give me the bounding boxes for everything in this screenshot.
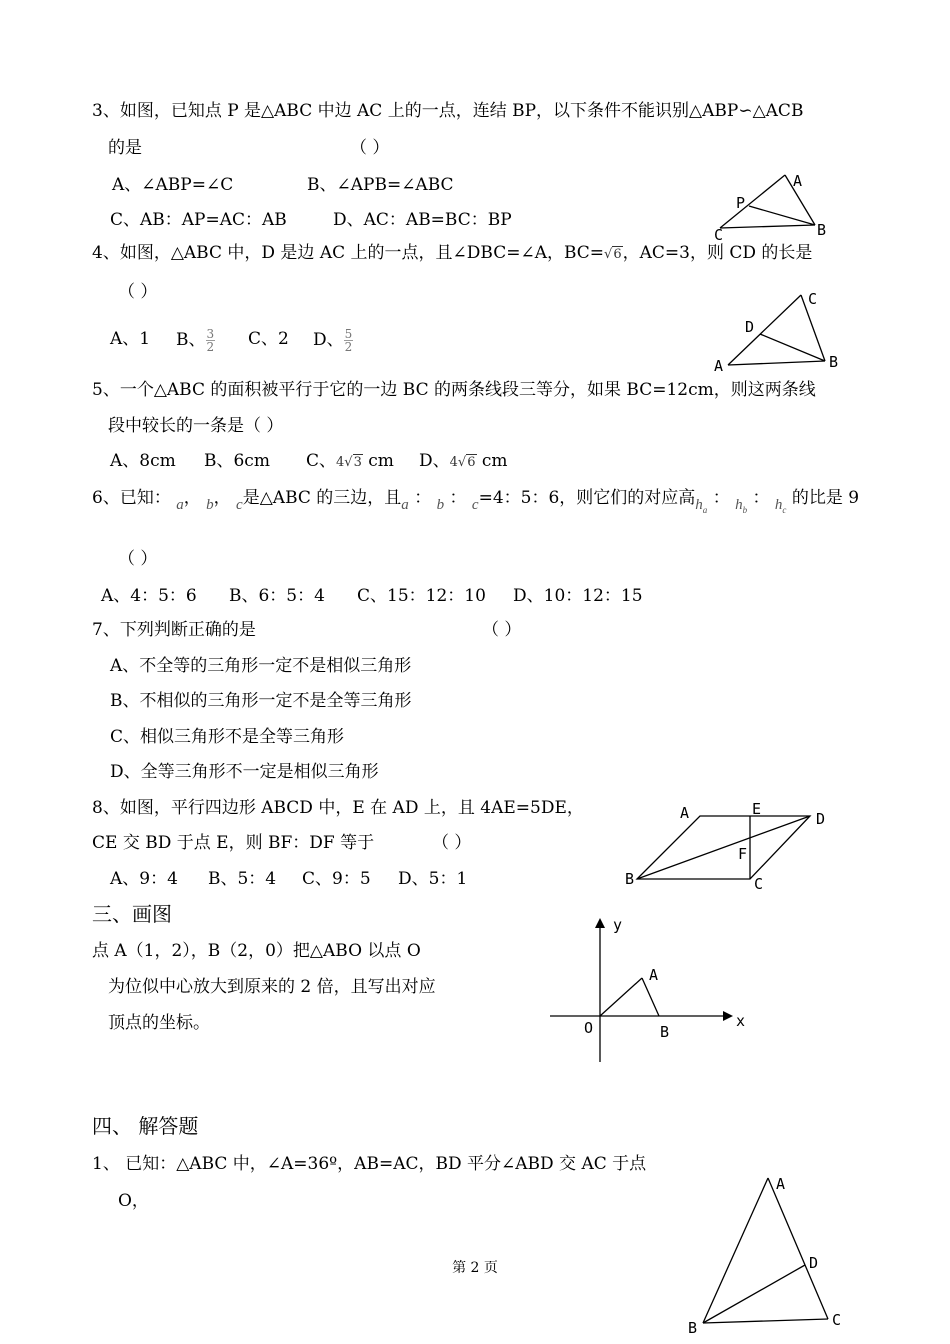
q5-option-a: A、8cm (110, 451, 176, 471)
q8-option-d: D、5：1 (398, 869, 468, 889)
q8-option-a: A、9：4 (110, 869, 178, 889)
q7-answer-blank: （ ） (482, 620, 522, 640)
height-ha: $h_a$ (695, 497, 708, 515)
q3-option-b: B、∠APB=∠ABC (307, 175, 454, 195)
q8-answer-blank: （ ） (432, 833, 472, 853)
q3-label-b: B (817, 221, 827, 239)
q4-label-a: A (714, 357, 724, 375)
q8-label-f: F (738, 845, 748, 863)
q3-label-a: A (793, 172, 803, 190)
q8-parallelogram-figure (620, 796, 840, 896)
q5-stem-line2: 段中较长的一条是（ ） (108, 416, 284, 436)
q7-option-c: C、相似三角形不是全等三角形 (110, 727, 345, 747)
sec3-line1: 点 A（1，2），B（2，0）把△ABO 以点 O (92, 941, 421, 961)
q4-label-b: B (829, 353, 839, 371)
q4-option-a: A、1 (110, 329, 151, 349)
q5-option-c: C、4√3 cm (306, 450, 394, 474)
fraction-3-2: $\frac{3}{2}$ (206, 327, 215, 354)
four-root-6: 4√6 (449, 455, 476, 470)
q8-label-c: C (754, 875, 764, 893)
q7-option-d: D、全等三角形不一定是相似三角形 (110, 762, 379, 782)
q8-label-b: B (625, 870, 635, 888)
sec4-triangle-figure (680, 1165, 850, 1340)
q8-label-a: A (680, 804, 690, 822)
q8-label-d: D (816, 810, 826, 828)
q4-label-d: D (745, 318, 755, 336)
ratio-c: c (471, 497, 479, 513)
q3-label-c: C (714, 226, 724, 244)
q6-answer-blank: （ ） (118, 549, 158, 569)
q7-option-a: A、不全等的三角形一定不是相似三角形 (110, 656, 412, 676)
point-a-label: A (649, 966, 659, 984)
q5-option-b: B、6cm (204, 451, 270, 471)
q4-stem-line1 (92, 242, 812, 266)
point-b-label: B (660, 1023, 670, 1041)
q7-option-b: B、不相似的三角形一定不是全等三角形 (110, 691, 412, 711)
height-hb: $h_b$ (735, 497, 748, 515)
q6-option-d: D、10：12：15 (513, 586, 643, 606)
x-axis-label: x (736, 1012, 746, 1030)
sec3-line3: 顶点的坐标。 (108, 1013, 210, 1033)
q3-answer-blank: （ ） (350, 138, 390, 158)
var-c: c (236, 497, 243, 513)
sec4-q1-line2: O， (118, 1191, 149, 1211)
page-number: 第 2 页 (452, 1260, 498, 1276)
sqrt-6: √6 (604, 247, 622, 262)
q8-option-b: B、5：4 (208, 869, 277, 889)
sec4-q1-line1: 1、 已知：△ABC 中，∠A=36º，AB=AC，BD 平分∠ABD 交 AC 于点 (92, 1154, 647, 1174)
q8-label-e: E (752, 800, 762, 818)
q8-option-c: C、9：5 (302, 869, 371, 889)
q6-stem: 6、已知： a， b， c是△ABC 的三边，且a ： b ： c=4：5：6，则它们的对应高$h_a$ ： $h_b$ ： $h_c$ 的比是 9 (92, 488, 860, 515)
q4-label-c: C (808, 290, 818, 308)
sec4-label-d: D (809, 1254, 819, 1272)
height-hc: $h_c$ (774, 497, 787, 515)
q5-option-d: D、4√6 cm (419, 450, 508, 474)
section-4-title: 四、 解答题 (92, 1114, 199, 1138)
q6-option-b: B、6：5：4 (229, 586, 325, 606)
q4-triangle-figure (700, 282, 850, 376)
y-axis-label: y (613, 916, 623, 934)
sec4-label-c: C (832, 1311, 842, 1329)
var-b: b (206, 497, 214, 513)
q4-answer-blank: （ ） (118, 282, 158, 302)
q3-stem-line2: 的是 (108, 138, 142, 158)
q8-stem-line1: 8、如图，平行四边形 ABCD 中，E 在 AD 上，且 4AE=5DE， (92, 798, 584, 818)
coordinate-axes-figure (545, 910, 765, 1070)
four-root-3: 4√3 (336, 455, 362, 470)
q4-option-d: D、 $\frac{5}{2}$ (313, 327, 353, 354)
q7-stem: 7、下列判断正确的是 (92, 620, 256, 640)
sec4-label-b: B (688, 1319, 698, 1337)
fraction-5-2: $\frac{5}{2}$ (344, 327, 353, 354)
q3-label-p: P (736, 194, 746, 212)
q6-option-c: C、15：12：10 (357, 586, 486, 606)
q5-stem-line1: 5、一个△ABC 的面积被平行于它的一边 BC 的两条线段三等分，如果 BC=12cm，则这两条线 (92, 380, 816, 400)
q8-stem-line2: CE 交 BD 于点 E，则 BF：DF 等于 (92, 833, 375, 853)
q3-stem-line1: 3、如图，已知点 P 是△ABC 中边 AC 上的一点，连结 BP，以下条件不能识别△ABP∽△ACB (92, 101, 804, 121)
q4-stem-part1: 4、如图，△ABC 中，D 是边 AC 上的一点，且∠DBC=∠A，BC= (92, 243, 605, 263)
sec4-label-a: A (776, 1175, 786, 1193)
var-a: a (176, 497, 184, 513)
q3-triangle-figure (700, 162, 850, 244)
section-3-title: 三、画图 (92, 902, 172, 926)
q3-option-a: A、∠ABP=∠C (112, 175, 234, 195)
origin-label: O (584, 1019, 594, 1037)
q4-option-c: C、2 (248, 329, 289, 349)
sec3-line2: 为位似中心放大到原来的 2 倍，且写出对应 (108, 977, 436, 997)
q6-option-a: A、4：5：6 (101, 586, 197, 606)
ratio-b: b (436, 497, 445, 513)
q3-option-d: D、AC：AB=BC：BP (333, 210, 512, 230)
q3-option-c: C、AB：AP=AC：AB (110, 210, 287, 230)
q4-option-b: B、 $\frac{3}{2}$ (176, 327, 215, 354)
q4-stem-part2: ，AC=3，则 CD 的长是 (622, 243, 813, 263)
ratio-a: a (401, 497, 409, 513)
